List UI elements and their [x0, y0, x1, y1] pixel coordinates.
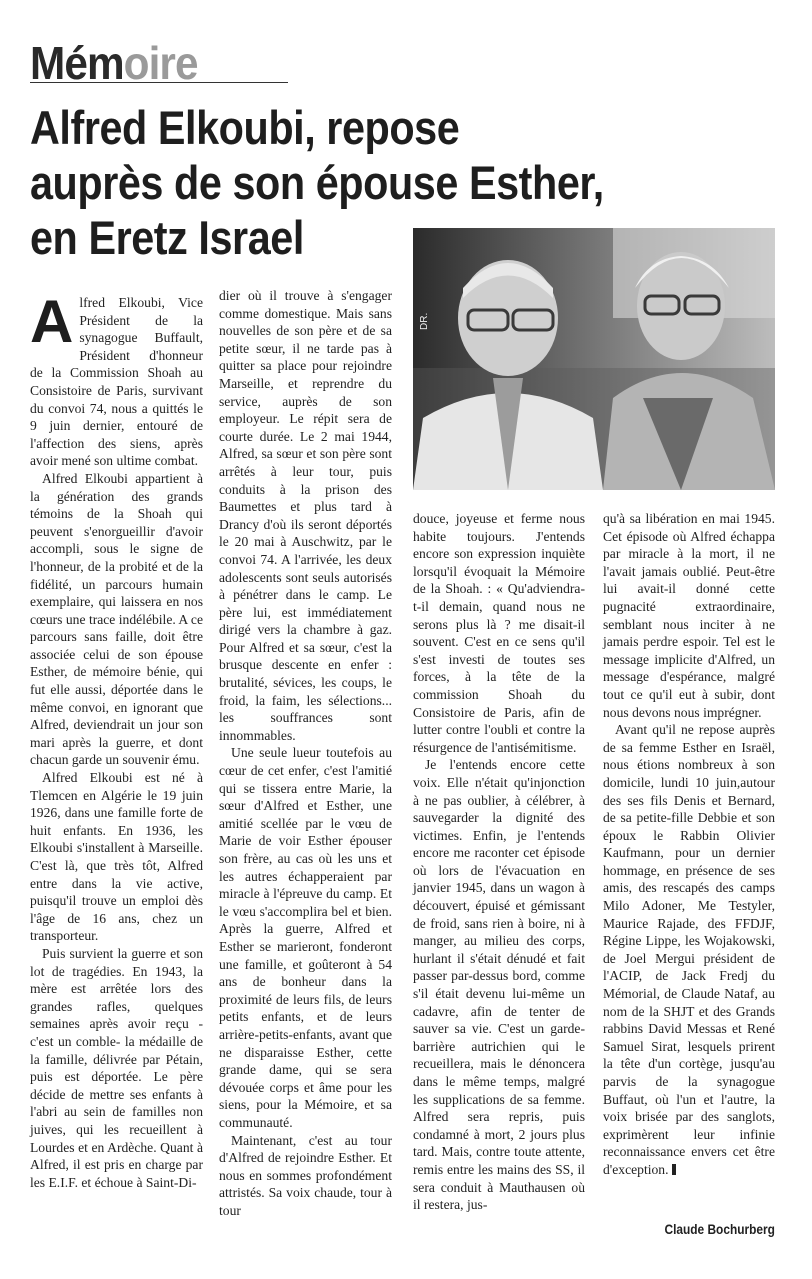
end-mark-icon [672, 1164, 676, 1175]
rubric-part2: oire [123, 37, 198, 89]
paragraph: dier où il trouve à s'engager comme domestique. Mais sans nouvelles de son père et de sa petite sœur, il ne tarde pas à quitter sa place pour rejoindre Marseille, et reprendre du service, auprès de son employeur. Le répit sera de courte durée. Le 2 mai 1944, Alfred, sa sœur et son père sont arrêtés à leur tour, puis conduits à la prison des Baumettes et plus tard à Drancy d'où ils seront déportés le 20 mai à Auschwitz, par le convoi 74. A l'arrivée, les deux adolescents sont seuls autorisés à pénétrer dans le camp. Le père lui, est immédiatement dirigé vers la chambre à gaz. Pour Alfred et sa sœur, c'est la brusque descente en enfer : brutalité, sévices, les coups, le froid, la faim, les sélections... les souffrances sont innommables. [219, 288, 392, 743]
paragraph-text: Avant qu'il ne repose auprès de sa femme Esther en Israël, nous étions nombreux à son domicile, lundi 10 juin,autour des ses fils Denis et Bernard, de sa petite-fille Debbie et son époux le Rabbin Olivier Kaufmann, pour un dernier hommage, en présence de ses amis, des rescapés des camps Milo Adoner, Me Testyler, Maurice Rajade, des FFDJF, Régine Lippe, les Wojakowski, de Joel Mergui président de l'ACIP, de Jack Fredj du Mémorial, de Claude Nataf, au nom de la SHJT et des Grands rabbins David Messas et René Samuel Sirat, lesquels prirent la tête d'un cortège, jusqu'au parvis de la synagogue Buffaut, où l'un et l'autre, la voix brisée par des sanglots, exprimèrent leur infinie reconnaissance envers cet être d'exception. [603, 722, 775, 1177]
paragraph-text: lfred Elkoubi, Vice Président de la synagogue Buffault, Président d'honneur de la Commission Shoah au Consistoire de Paris, survivant du convoi 74, nous a quittés le 9 juin dernier, entouré de l'affection des siens, après avoir mené son ultime combat. [30, 295, 203, 469]
section-rubric [30, 38, 198, 88]
paragraph [30, 288, 203, 470]
headline-line3: en Eretz Israel [30, 211, 304, 264]
article-column-3 [413, 510, 585, 1214]
article-column-4 [603, 510, 775, 1179]
rubric-part1: Mém [30, 37, 124, 89]
paragraph: Je l'entends encore cette voix. Elle n'était qu'injonction à ne pas oublier, à célébrer, à sauvegarder la dignité des victimes. Enfin, je l'entends encore me raconter cet épisode où lors de l'évacuation en janvier 1945, dans un wagon à découvert, épuisé et gémissant de froid, sans rien à boire, ni à manger, au milieu des corps, hurlant il s'était dénudé et fait passer par-dessus bord, comme s'il était devenu lui-même un cadavre, afin de tenter de sauver sa vie. C'est un garde-barrière autrichien qui le recueillera, mais le dénoncera dans le même temps, malgré les supplications de sa femme. Alfred sera repris, puis condamné à mort, 2 jours plus tard. Mais, contre toute attente, remis entre les mains des SS, il sera conduit à Mauthausen où il restera, jus- [413, 757, 585, 1213]
article-column-1 [30, 288, 203, 1191]
paragraph: Alfred Elkoubi appartient à la génération des grands témoins de la Shoah qui peuvent s'enorgueillir d'avoir accompli, sous le signe de l'honneur, de la probité et de la fidélité, un parcours humain exemplaire, qui laissera en nos cœurs une trace indélébile. A ce parcours sans faille, doit être associée celui de son épouse Esther, de mémoire bénie, qui fut elle aussi, déportée dans le même convoi, en ignorant que Alfred, deviendrait un jour son mari après la guerre, et dont chacun garde un souvenir ému. [30, 470, 203, 768]
photo-credit: DR. [419, 312, 430, 330]
paragraph: Alfred Elkoubi est né à Tlemcen en Algérie le 19 juin 1926, dans une famille forte de huit enfants. En 1936, les Elkoubi s'installent à Marseille. C'est là, que très tôt, Alfred entre dans la vie active, puisqu'il trouve un emploi dès l'âge de 16 ans, chez un transporteur. [30, 770, 203, 944]
author-byline: Claude Bochurberg [664, 1221, 775, 1237]
portrait-photo [413, 228, 775, 490]
paragraph: douce, joyeuse et ferme nous habite toujours. J'entends encore son expression inquiète lorsqu'il évoquait la Mémoire de la Shoah. : « Qu'adviendra-t-il demain, quand nous ne serons plus là ? me disait-il souvent. C'est en ce sens qu'il s'est investi de toutes ses forces, à la tête de la commission Shoah du Consistoire de Paris, afin de lutter contre l'oubli et contre la résurgence de l'antisémitisme. [413, 511, 585, 755]
paragraph-last [603, 721, 775, 1178]
paragraph: qu'à sa libération en mai 1945. Cet épisode où Alfred échappa par miracle à la mort, il ne l'avait jamais oublié. Peut-être lui avait-il donné cette pugnacité extraordinaire, semblant nous inciter à ne jamais perdre espoir. Tel est le message implicite d'Alfred, un message d'espérance, malgré tout ce qu'il eut à subir, dont nous devons nous imprégner. [603, 511, 775, 720]
paragraph: Puis survient la guerre et son lot de tragédies. En 1943, la mère est arrêtée lors des grandes rafles, quelques semaines après avoir reçu - c'est un comble- la médaille de la famille, délivrée par Pétain, puis est déportée. Le père décide de mettre ses enfants à l'abri au sein de familles non juives, qui les recueillent à Lourdes et en Ardèche. Quant à Alfred, il est pris en charge par les E.I.F. et échoue à Saint-Di- [30, 945, 203, 1190]
article-column-2 [219, 287, 392, 1219]
rubric-rule [30, 82, 288, 83]
paragraph: Maintenant, c'est au tour d'Alfred de rejoindre Esther. Et nous en sommes profondément attristés. Sa voix chaude, tour à tour [219, 1132, 392, 1218]
drop-cap: A [30, 288, 74, 355]
paragraph: Une seule lueur toutefois au cœur de cet enfer, c'est l'amitié qui se tissera entre Marie, la sœur d'Alfred et Esther, une amitié scellée par le vœu de Marie de voir Esther épouser son frère, au cas où les uns et les autres échapperaient par miracle à l'épreuve du camp. Et le vœu s'accomplira bel et bien. Après la guerre, Alfred et Esther se marieront, fonderont une famille, et goûteront à 54 ans de bonheur dans la proximité de leurs fils, de leurs petits enfants, et de leurs arrière-petits-enfants, avant que ne disparaisse Esther, cette grande dame, qui se sera dévouée corps et âme pour les siens, pour la Mémoire, et sa communauté. [219, 745, 392, 1130]
headline-line1: Alfred Elkoubi, repose [30, 101, 460, 154]
headline-line2: auprès de son épouse Esther, [30, 156, 604, 209]
